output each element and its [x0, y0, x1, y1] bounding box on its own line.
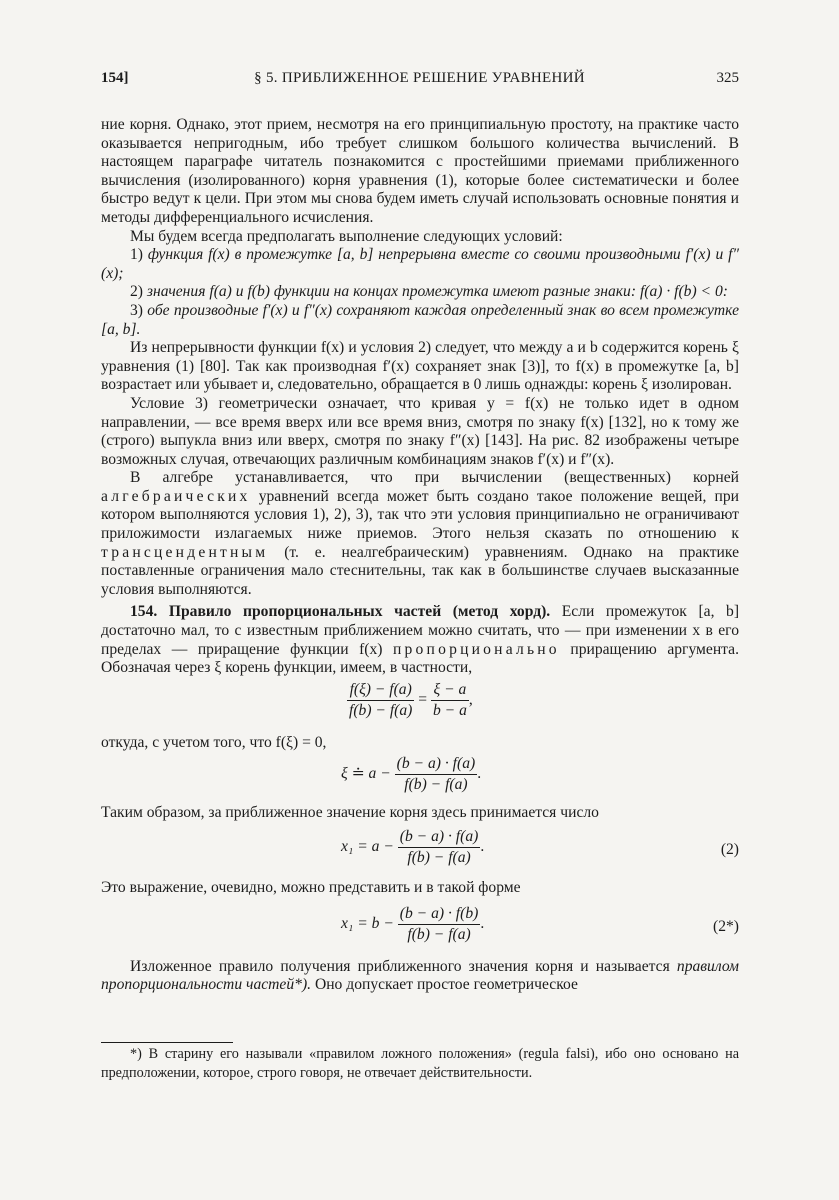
- paragraph-geometric-meaning: Условие 3) геометрически означает, что кривая y = f(x) не только идет в одном направлении, — все время вверх или все время вниз, смотря по знаку f(x) [132], но к тому же (строго) выпукла вниз или вверх, смотря по знаку f″(x) [143]. На рис. 82 изображены четыре возможных случая, отвечающих различным комбинациям знаков f′(x) и f″(x).: [101, 394, 739, 468]
- condition-1: 1) функция f(x) в промежутке [a, b] непрерывна вместе со своими производными f′(x) и f″(x);: [101, 246, 739, 282]
- condition-3: 3) обе производные f′(x) и f″(x) сохраняют каждая определенный знак во всем промежутке [a, b].: [101, 301, 739, 338]
- main-text: [101, 116, 739, 995]
- paragraph-rule-name: Изложенное правило получения приближенного значения корня и называется правилом пропорциональности частей*). Оно допускает простое геометрическое: [101, 957, 739, 994]
- equation-proportion: $\frac{f(\xi) - f(a)}{f(b) - f(a)}$ = $\frac{\xi - a}{b - a}$ ,: [349, 680, 473, 719]
- equation-xi-approx: ξ ≐ a − $\frac{(b - a) \cdot f(a)}{f(b) - f(a)}$ .: [341, 755, 482, 794]
- section-number: 154]: [101, 70, 129, 86]
- paragraph-continuity: Из непрерывности функции f(x) и условия 2) следует, что между a и b содержится корень ξ уравнения (1) [80]. Так как производная f′(x) сохраняет знак [3)], то f(x) в промежутке [a, b] возрастает или убывает и, следовательно, обращается в 0 лишь однажды: корень ξ изолирован.: [101, 339, 739, 394]
- fraction-left: $\frac{f(\xi) - f(a)}{f(b) - f(a)}$: [349, 680, 413, 719]
- paragraph-conditions-intro: Мы будем всегда предполагать выполнение следующих условий:: [130, 227, 563, 245]
- equation-label-2-star: (2*): [713, 917, 739, 935]
- equation-2-star: x₁ = b − $\frac{(b - a) \cdot f(b)}{f(b) - f(a)}$ . (2*): [341, 904, 739, 943]
- section-154: 154. Правило пропорциональных частей (метод хорд). Если промежуток [a, b] достаточно мал, то с известным приближением можно считать, что — при изменении x в его пределах — приращение функции f(x) пропорционально приращению аргумента. Обозначая через ξ корень функции, имеем, в частности,: [101, 603, 740, 677]
- fraction-x1-b: $\frac{(b - a) \cdot f(b)}{f(b) - f(a)}$: [399, 904, 479, 943]
- paragraph-algebra: В алгебре устанавливается, что при вычислении (вещественных) корней алгебраических уравнений всегда может быть создано такое положение вещей, при котором выполняются условия 1), 2), 3), так что эти условия принципиально не ограничивают приложимости излагаемых ниже приемов. Этого нельзя сказать по отношению к трансцендентным (т. е. неалгебраическим) уравнениям. Однако на практике поставленные ограничения мало стеснительны, так как в большинстве случаев высказанные условия выполняются.: [101, 469, 740, 598]
- condition-2: 2) значения f(a) и f(b) функции на концах промежутка имеют разные знаки: f(a) · f(b) < 0:: [130, 283, 728, 301]
- text-otkuda: откуда, с учетом того, что f(ξ) = 0,: [101, 733, 327, 751]
- text-takim-obrazom: Таким образом, за приближенное значение корня здесь принимается число: [101, 804, 599, 822]
- text-eto-vyrazhenie: Это выражение, очевидно, можно представить и в такой форме: [101, 879, 521, 896]
- footnote: *) В старину его называли «правилом ложного положения» (regula falsi), ибо оно основано на предположении, которое, строго говоря, не отвечает действительности.: [101, 1046, 739, 1081]
- fraction-xi: $\frac{(b - a) \cdot f(a)}{f(b) - f(a)}$: [396, 755, 476, 794]
- page-number: 325: [716, 70, 739, 86]
- equation-2: x₁ = a − $\frac{(b - a) \cdot f(a)}{f(b) - f(a)}$ . (2): [341, 828, 739, 866]
- footnote-divider: [101, 1042, 233, 1043]
- fraction-x1-a: $\frac{(b - a) \cdot f(a)}{f(b) - f(a)}$: [399, 828, 479, 866]
- running-head: § 5. ПРИБЛИЖЕННОЕ РЕШЕНИЕ УРАВНЕНИЙ: [254, 70, 585, 86]
- fraction-right: $\frac{\xi - a}{b - a}$: [432, 680, 467, 719]
- paragraph-continuation: ние корня. Однако, этот прием, несмотря на его принципиальную простоту, на практике часто оказывается непригодным, ибо требует слишком большого количества вычислений. В настоящем параграфе читатель познакомится с простейшими приемами приближенного вычисления (изолированного) корня уравнения (1), которые более систематически и более быстро ведут к цели. При этом мы снова будем иметь случай использовать основные понятия и методы дифференциального исчисления.: [101, 116, 739, 226]
- equation-label-2: (2): [720, 841, 739, 858]
